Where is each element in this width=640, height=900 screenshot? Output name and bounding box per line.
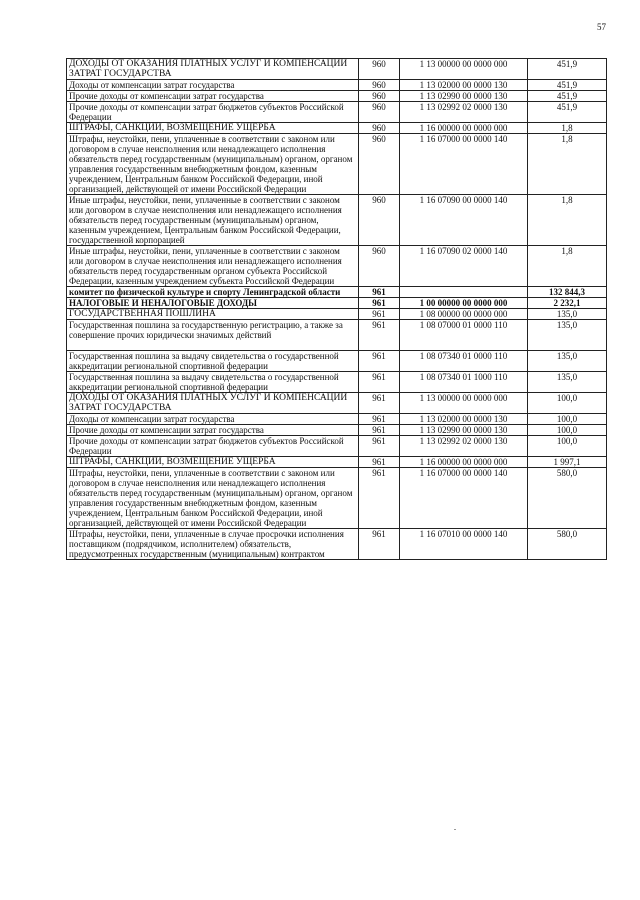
row-admin-code: 961 — [359, 351, 400, 372]
row-admin-code: 961 — [359, 457, 400, 468]
row-budget-code: 1 13 02992 02 0000 130 — [400, 102, 528, 123]
row-budget-code: 1 13 02990 00 0000 130 — [400, 91, 528, 102]
row-budget-code: 1 16 07090 00 0000 140 — [400, 195, 528, 246]
table-row — [67, 309, 607, 320]
row-budget-code: 1 08 00000 00 0000 000 — [400, 309, 528, 320]
row-admin-code: 961 — [359, 529, 400, 560]
row-budget-code: 1 08 07000 01 0000 110 — [400, 320, 528, 351]
row-name: НАЛОГОВЫЕ И НЕНАЛОГОВЫЕ ДОХОДЫ — [67, 298, 359, 309]
revenue-table-body — [67, 59, 607, 560]
table-row — [67, 414, 607, 425]
table-row — [67, 393, 607, 414]
row-amount: 1,8 — [528, 134, 607, 195]
row-admin-code: 960 — [359, 91, 400, 102]
row-amount: 2 232,1 — [528, 298, 607, 309]
row-amount: 451,9 — [528, 102, 607, 123]
table-row — [67, 287, 607, 298]
row-name: комитет по физической культуре и спорту Ленинградской области — [67, 287, 359, 298]
table-row — [67, 320, 607, 351]
row-budget-code: 1 16 07090 02 0000 140 — [400, 246, 528, 287]
row-name: Прочие доходы от компенсации затрат бюджетов субъектов Российской Федерации — [67, 102, 359, 123]
row-amount: 135,0 — [528, 309, 607, 320]
row-amount: 451,9 — [528, 59, 607, 80]
table-row — [67, 468, 607, 529]
row-name: Государственная пошлина за выдачу свидетельства о государственной аккредитации региональной спортивной федерации — [67, 351, 359, 372]
row-budget-code — [400, 287, 528, 298]
row-amount: 580,0 — [528, 468, 607, 529]
row-name: Прочие доходы от компенсации затрат государства — [67, 425, 359, 436]
row-budget-code: 1 00 00000 00 0000 000 — [400, 298, 528, 309]
row-name: Государственная пошлина за выдачу свидетельства о государственной аккредитации региональной спортивной федерации — [67, 372, 359, 393]
row-admin-code: 960 — [359, 195, 400, 246]
row-amount: 1,8 — [528, 123, 607, 134]
table-row — [67, 102, 607, 123]
row-admin-code: 960 — [359, 80, 400, 91]
row-name: ШТРАФЫ, САНКЦИИ, ВОЗМЕЩЕНИЕ УЩЕРБА — [67, 457, 359, 468]
table-row — [67, 457, 607, 468]
row-budget-code: 1 13 02000 00 0000 130 — [400, 414, 528, 425]
row-amount: 451,9 — [528, 91, 607, 102]
row-amount: 100,0 — [528, 414, 607, 425]
row-amount: 135,0 — [528, 351, 607, 372]
table-row — [67, 134, 607, 195]
table-row — [67, 80, 607, 91]
row-amount: 1,8 — [528, 246, 607, 287]
row-amount: 580,0 — [528, 529, 607, 560]
row-name: Иные штрафы, неустойки, пени, уплаченные в соответствии с законом или договором в случае неисполнения или ненадлежащего исполнения обязательств перед государственным органом субъекта Российской Федерации, казенным учреждением субъекта Российской Федерации — [67, 246, 359, 287]
row-admin-code: 961 — [359, 287, 400, 298]
row-amount: 132 844,3 — [528, 287, 607, 298]
row-name: Иные штрафы, неустойки, пени, уплаченные в соответствии с законом или договором в случае неисполнения или ненадлежащего исполнения обязательств перед государственным (муниципальным) органом, казенным учреждением, Центральным банком Российской Федерации, государственной корпорацией — [67, 195, 359, 246]
row-name: Штрафы, неустойки, пени, уплаченные в случае просрочки исполнения поставщиком (подрядчиком, исполнителем) обязательств, предусмотренных государственным (муниципальным) контрактом — [67, 529, 359, 560]
scan-speck — [454, 829, 456, 830]
row-budget-code: 1 13 02000 00 0000 130 — [400, 80, 528, 91]
row-admin-code: 960 — [359, 123, 400, 134]
row-admin-code: 961 — [359, 309, 400, 320]
row-admin-code: 961 — [359, 298, 400, 309]
row-budget-code: 1 16 07000 00 0000 140 — [400, 134, 528, 195]
table-row — [67, 351, 607, 372]
table-row — [67, 425, 607, 436]
row-amount: 1 997,1 — [528, 457, 607, 468]
row-budget-code: 1 13 00000 00 0000 000 — [400, 393, 528, 414]
row-name: Государственная пошлина за государственную регистрацию, а также за совершение прочих юридически значимых действий — [67, 320, 359, 351]
row-name: Штрафы, неустойки, пени, уплаченные в соответствии с законом или договором в случае неисполнения или ненадлежащего исполнения обязательств перед государственным (муниципальным) органом, органом управления государственным внебюджетным фондом, казенным учреждением, Центральным банком Российской Федерации, иной организацией, действующей от имени Российской Федерации — [67, 134, 359, 195]
row-amount: 100,0 — [528, 436, 607, 457]
row-admin-code: 960 — [359, 134, 400, 195]
row-amount: 135,0 — [528, 372, 607, 393]
row-amount: 100,0 — [528, 393, 607, 414]
row-name: ДОХОДЫ ОТ ОКАЗАНИЯ ПЛАТНЫХ УСЛУГ И КОМПЕНСАЦИИ ЗАТРАТ ГОСУДАРСТВА — [67, 393, 359, 414]
row-budget-code: 1 16 07010 00 0000 140 — [400, 529, 528, 560]
row-name: Доходы от компенсации затрат государства — [67, 414, 359, 425]
row-amount: 1,8 — [528, 195, 607, 246]
row-admin-code: 961 — [359, 320, 400, 351]
row-admin-code: 960 — [359, 102, 400, 123]
row-name: ГОСУДАРСТВЕННАЯ ПОШЛИНА — [67, 309, 359, 320]
row-budget-code: 1 16 07000 00 0000 140 — [400, 468, 528, 529]
row-budget-code: 1 08 07340 01 0000 110 — [400, 351, 528, 372]
page-number: 57 — [597, 22, 606, 32]
row-admin-code: 961 — [359, 436, 400, 457]
table-row — [67, 246, 607, 287]
table-row — [67, 372, 607, 393]
table-row — [67, 195, 607, 246]
row-name: Прочие доходы от компенсации затрат государства — [67, 91, 359, 102]
row-admin-code: 960 — [359, 246, 400, 287]
row-amount: 451,9 — [528, 80, 607, 91]
row-name: Прочие доходы от компенсации затрат бюджетов субъектов Российской Федерации — [67, 436, 359, 457]
table-row — [67, 91, 607, 102]
row-admin-code: 961 — [359, 372, 400, 393]
row-budget-code: 1 16 00000 00 0000 000 — [400, 457, 528, 468]
row-name: Доходы от компенсации затрат государства — [67, 80, 359, 91]
row-budget-code: 1 13 02990 00 0000 130 — [400, 425, 528, 436]
row-budget-code: 1 08 07340 01 1000 110 — [400, 372, 528, 393]
row-amount: 100,0 — [528, 425, 607, 436]
row-name: ШТРАФЫ, САНКЦИИ, ВОЗМЕЩЕНИЕ УЩЕРБА — [67, 123, 359, 134]
table-row — [67, 529, 607, 560]
row-name: Штрафы, неустойки, пени, уплаченные в соответствии с законом или договором в случае неисполнения или ненадлежащего исполнения обязательств перед государственным (муниципальным) органом, органом управления государственным внебюджетным фондом, казенным учреждением, Центральным банком Российской Федерации, иной организацией, действующей от имени Российской Федерации — [67, 468, 359, 529]
row-admin-code: 961 — [359, 468, 400, 529]
row-name: ДОХОДЫ ОТ ОКАЗАНИЯ ПЛАТНЫХ УСЛУГ И КОМПЕНСАЦИИ ЗАТРАТ ГОСУДАРСТВА — [67, 59, 359, 80]
table-row — [67, 59, 607, 80]
row-budget-code: 1 16 00000 00 0000 000 — [400, 123, 528, 134]
row-admin-code: 961 — [359, 414, 400, 425]
row-amount: 135,0 — [528, 320, 607, 351]
row-admin-code: 960 — [359, 59, 400, 80]
row-budget-code: 1 13 00000 00 0000 000 — [400, 59, 528, 80]
table-row — [67, 436, 607, 457]
table-row — [67, 298, 607, 309]
revenue-table — [66, 58, 607, 560]
row-admin-code: 961 — [359, 393, 400, 414]
row-budget-code: 1 13 02992 02 0000 130 — [400, 436, 528, 457]
row-admin-code: 961 — [359, 425, 400, 436]
table-row — [67, 123, 607, 134]
